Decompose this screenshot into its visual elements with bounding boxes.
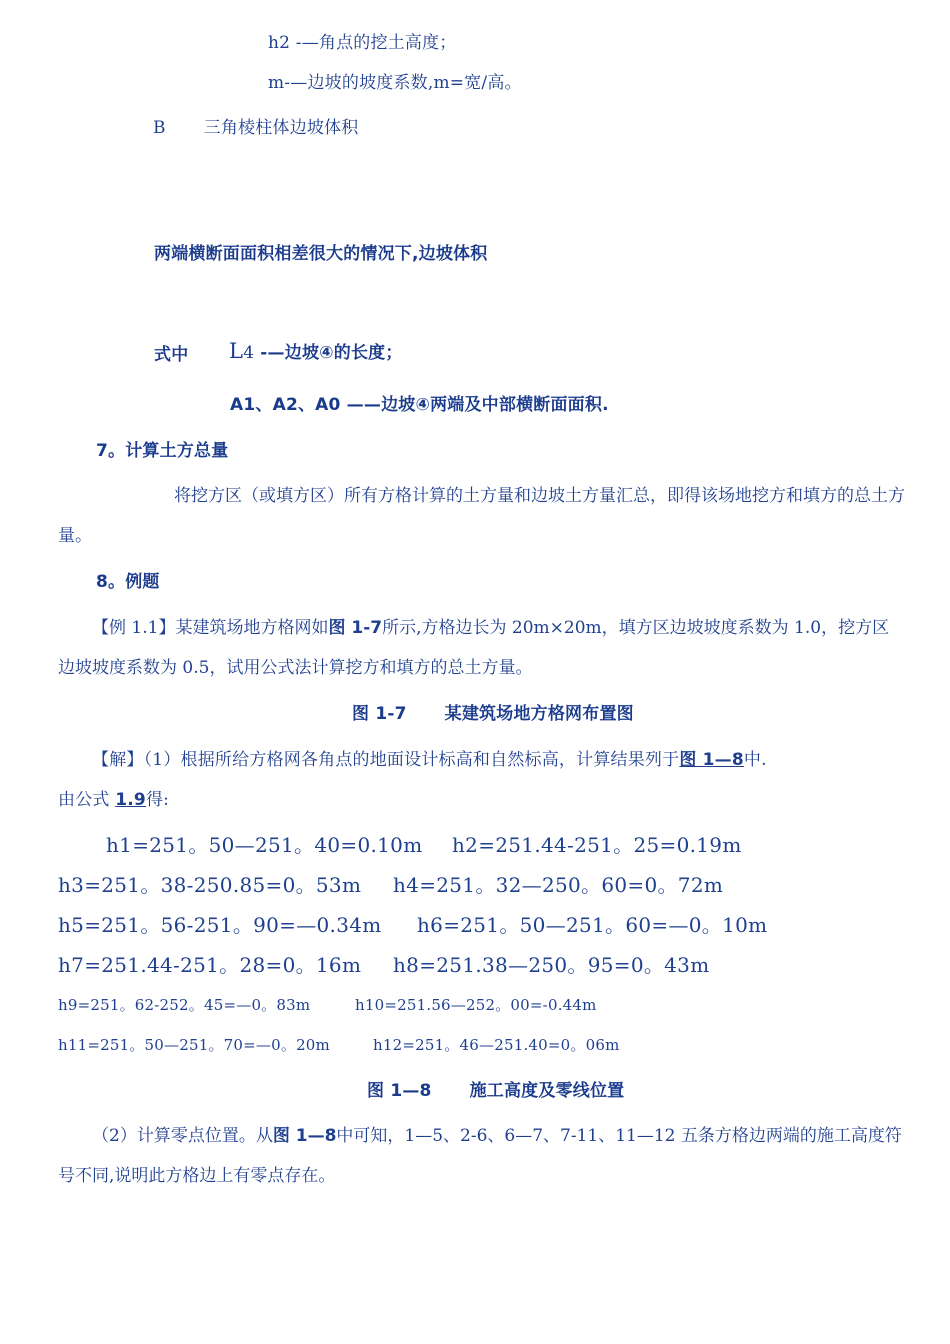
section-7-heading: 7。计算土方总量: [96, 441, 229, 461]
step-2-text-b: 中可知，1—5、2-6、6—7、7-11、11—12 五条方格边两端的施工高度符号不同,说明此方格边上有零点存在。: [58, 1126, 902, 1186]
step-2-paragraph: [58, 1116, 906, 1196]
fig-1-7-caption: [352, 703, 634, 725]
example-paragraph: [58, 608, 906, 688]
section-b-letter: B: [153, 118, 166, 138]
solution-text-a: （1）根据所给方格网各角点的地面设计标高和自然标高，计算结果列于: [143, 750, 680, 770]
example-text-b: 所示,方格边长为 20m×20m，填方区边坡坡度系数为 1.0，挖方区边坡坡度系数为 0.5，试用公式法计算挖方和填方的总土方量。: [58, 618, 890, 678]
formula-where-label: 式中: [154, 345, 189, 365]
height-h8: h8=251.38—250。95=0。43m: [393, 953, 710, 977]
fig-1-8-caption: [367, 1080, 624, 1102]
formula-1-9-reference[interactable]: 1.9: [115, 790, 146, 810]
height-h11: h11=251。50—251。70=—0。20m: [58, 1036, 330, 1054]
formula-suffix: 得:: [145, 790, 170, 810]
formula-prefix: 由公式: [58, 790, 110, 810]
height-h9: h9=251。62-252。45=—0。83m: [58, 996, 311, 1014]
height-h10: h10=251.56—252。00=-0.44m: [355, 996, 597, 1014]
height-h2: h2=251.44-251。25=0.19m: [452, 833, 742, 857]
fig-1-8-number: 图 1—8: [367, 1081, 432, 1101]
section-b-title: 三角棱柱体边坡体积: [203, 118, 359, 138]
fig-1-7-number: 图 1-7: [352, 704, 407, 724]
height-h7: h7=251.44-251。28=0。16m: [58, 953, 362, 977]
l4-definition: [229, 340, 403, 364]
l4-subscript: 4: [243, 343, 255, 363]
section-7-paragraph: 将挖方区（或填方区）所有方格计算的土方量和边坡土方量汇总，即得该场地挖方和填方的总土方量。: [58, 486, 905, 546]
solution-tag: 【解】: [92, 750, 144, 770]
large-difference-note: 两端横断面面积相差很大的情况下,边坡体积: [154, 244, 488, 264]
height-h3: h3=251。38-250.85=0。53m: [58, 873, 362, 897]
step-2-text-a: （2）计算零点位置。从: [92, 1126, 273, 1146]
formula-line: [58, 789, 169, 811]
fig-1-7-title: 某建筑场地方格网布置图: [444, 704, 634, 724]
h2-definition: h2 -—角点的挖土高度；: [268, 33, 457, 53]
fig-1-7-reference[interactable]: 图 1-7: [328, 618, 383, 638]
height-h6: h6=251。50—251。60=—0。10m: [417, 913, 768, 937]
m-definition: m-—边坡的坡度系数,m=宽/高。: [268, 73, 522, 93]
example-tag: 【例 1.1】: [92, 618, 176, 638]
section-8-heading: 8。例题: [96, 572, 160, 592]
example-text-a: 某建筑场地方格网如: [175, 618, 329, 638]
section-b-heading: [153, 117, 359, 139]
height-h1: h1=251。50—251。40=0.10m: [106, 833, 423, 857]
l4-text: -—边坡④的长度；: [254, 343, 403, 363]
solution-text-b: 中.: [743, 750, 767, 770]
solution-line: [92, 749, 767, 771]
height-h4: h4=251。32—250。60=0。72m: [393, 873, 724, 897]
step-2-fig-reference[interactable]: 图 1—8: [272, 1126, 337, 1146]
areas-definition: A1、A2、A0 ——边坡④两端及中部横断面面积.: [230, 395, 609, 415]
fig-1-8-reference[interactable]: 图 1—8: [679, 750, 744, 770]
height-h12: h12=251。46—251.40=0。06m: [373, 1036, 620, 1054]
l4-symbol: L: [229, 339, 244, 363]
height-h5: h5=251。56-251。90=—0.34m: [58, 913, 382, 937]
fig-1-8-title: 施工高度及零线位置: [469, 1081, 625, 1101]
